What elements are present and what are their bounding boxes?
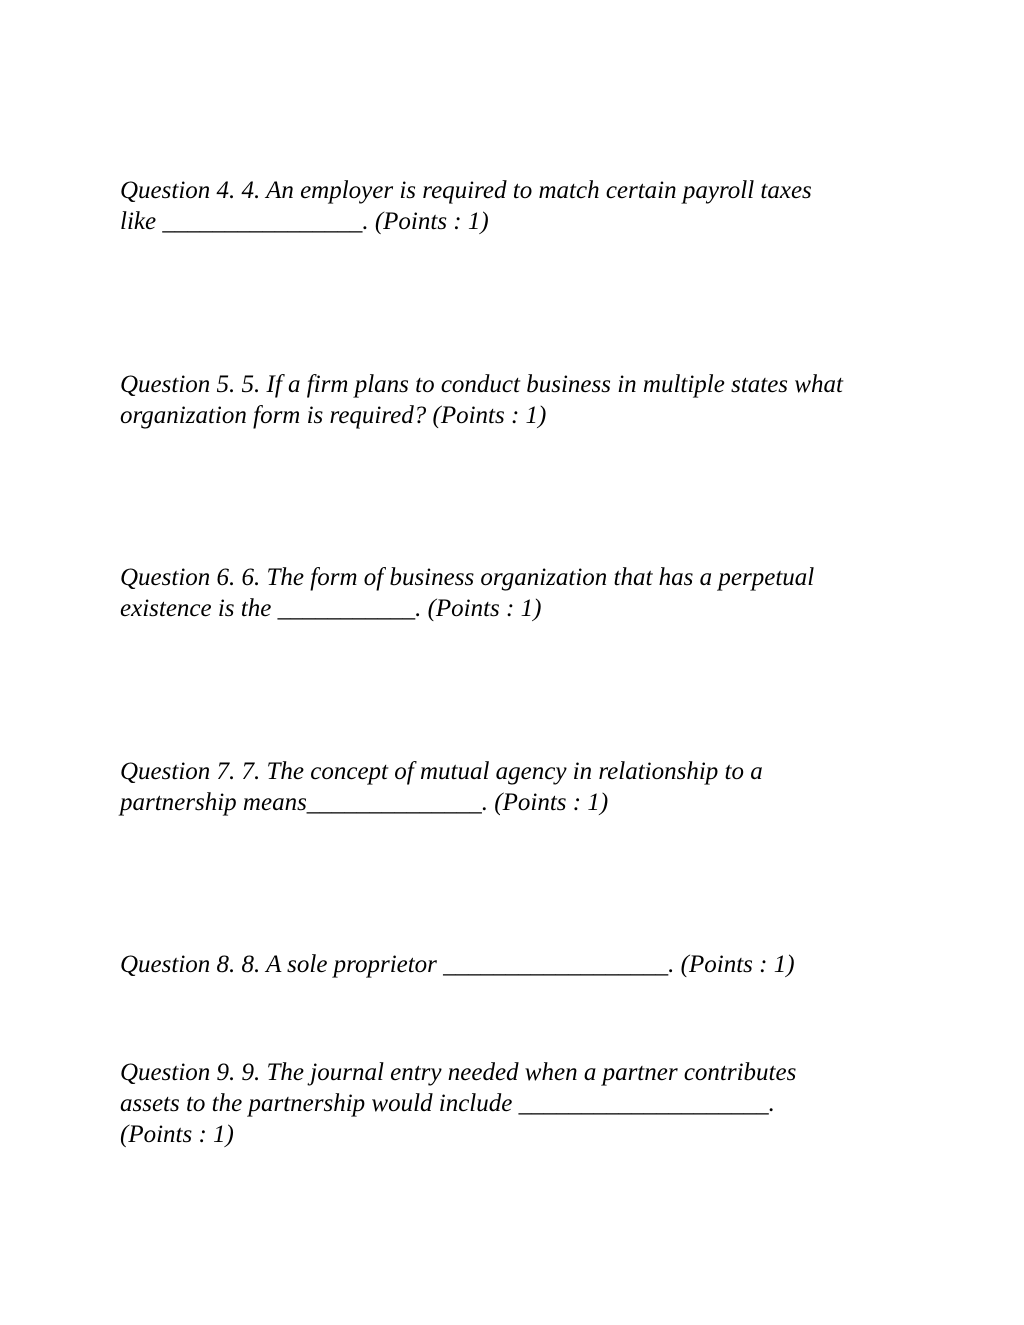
question-7: Question 7. 7. The concept of mutual agency in relationship to a partnership means______________. (Points : 1) (120, 758, 763, 816)
question-8: Question 8. 8. A sole proprietor __________________. (Points : 1) (120, 951, 795, 978)
question-4: Question 4. 4. An employer is required to match certain payroll taxes like ________________. (Points : 1) (120, 177, 812, 235)
question-9: Question 9. 9. The journal entry needed when a partner contributes assets to the partnership would include ____________________. (Points : 1) (120, 1059, 797, 1148)
question-6: Question 6. 6. The form of business organization that has a perpetual existence is the ___________. (Points : 1) (120, 564, 815, 622)
question-5: Question 5. 5. If a firm plans to conduct business in multiple states what organization form is required? (Points : 1) (120, 371, 843, 429)
